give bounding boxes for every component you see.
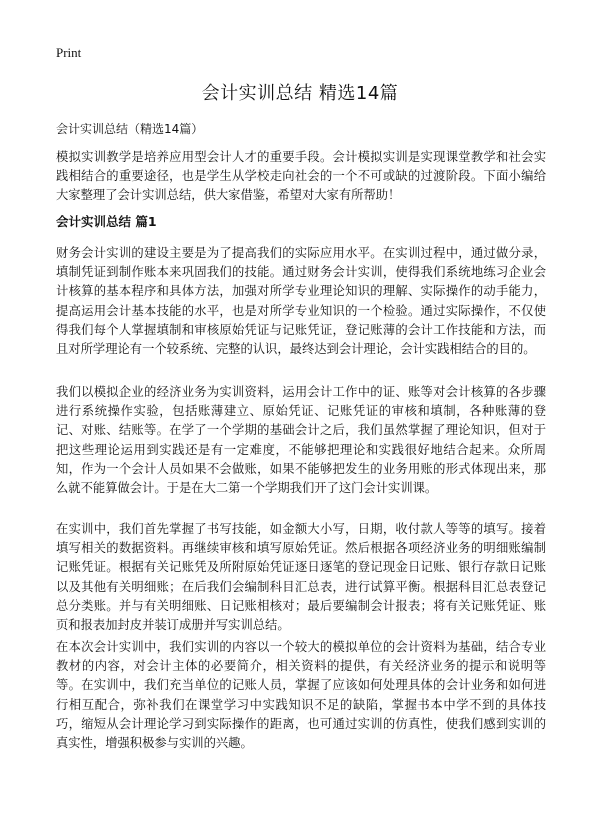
page-title: 会计实训总结 精选14篇 — [201, 83, 399, 104]
body-paragraph: 在实训中，我们首先掌握了书写技能，如金额大小写，日期，收付款人等等的填写。接着填写相关的数据资料。再继续审核和填写原始凭证。然后根据各项经济业务的明细账编制记账凭证。根据有关记账凭及所附原始凭证逐日逐笔的登记现金日记账、银行存款日记账以及其他有关明细账；在后我们会编制科目汇总表，进行试算平衡。根据科目汇总表登记总分类账。并与有关明细账、日记账相核对；最后要编制会计报表；将有关记账凭证、账页和报表加封皮并装订成册并写实训总结。 — [56, 522, 546, 633]
document-subtitle: 会计实训总结（精选14篇） — [56, 122, 204, 136]
body-paragraph: 在本次会计实训中，我们实训的内容以一个较大的模拟单位的会计资料为基础，结合专业教材的内容，对会计主体的必要简介，相关资料的提供，有关经济业务的提示和说明等等。在实训中，我们充当单位的记账人员，掌握了应该如何处理具体的会计业务和如何进行相互配合，弥补我们在课堂学习中实践知识不足的缺陷，掌握书本中学不到的具体技巧，缩短从会计理论学习到实际操作的距离，也可通过实训的仿真性，使我们感到实训的真实性，增强积极参与实训的兴趣。 — [56, 640, 546, 751]
print-link[interactable]: Print — [56, 45, 82, 60]
section-heading: 会计实训总结 篇1 — [56, 214, 157, 229]
body-paragraph: 财务会计实训的建设主要是为了提高我们的实际应用水平。在实训过程中，通过做分录，填制凭证到制作账本来巩固我们的技能。通过财务会计实训，使得我们系统地练习企业会计核算的基本程序和具体方法，加强对所学专业理论知识的理解、实际操作的动手能力，提高运用会计基本技能的水平，也是对所学专业知识的一个检验。通过实际操作，不仅使得我们每个人掌握填制和审核原始凭证与记账凭证，登记账薄的会计工作技能和方法，而且对所学理论有一个较系统、完整的认识，最终达到会计理论，会计实践相结合的目的。 — [56, 246, 546, 357]
body-paragraph: 我们以模拟企业的经济业务为实训资料，运用会计工作中的证、账等对会计核算的各步骤进行系统操作实验，包括账薄建立、原始凭证、记账凭证的审核和填制，各种账薄的登记、对账、结账等。在学了一个学期的基础会计之后，我们虽然掌握了理论知识，但对于把这些理论运用到实践还是有一定难度，不能够把理论和实践很好地结合起来。众所周知，作为一个会计人员如果不会做账，如果不能够把发生的业务用账的形式体现出来，那么就不能算做会计。于是在大二第一个学期我们开了这门会计实训课。 — [56, 385, 546, 496]
intro-paragraph: 模拟实训教学是培养应用型会计人才的重要手段。会计模拟实训是实现课堂教学和社会实践相结合的重要途径，也是学生从学校走向社会的一个不可或缺的过渡阶段。下面小编给大家整理了会计实训总结，供大家借鉴，希望对大家有所帮助！ — [56, 150, 546, 203]
